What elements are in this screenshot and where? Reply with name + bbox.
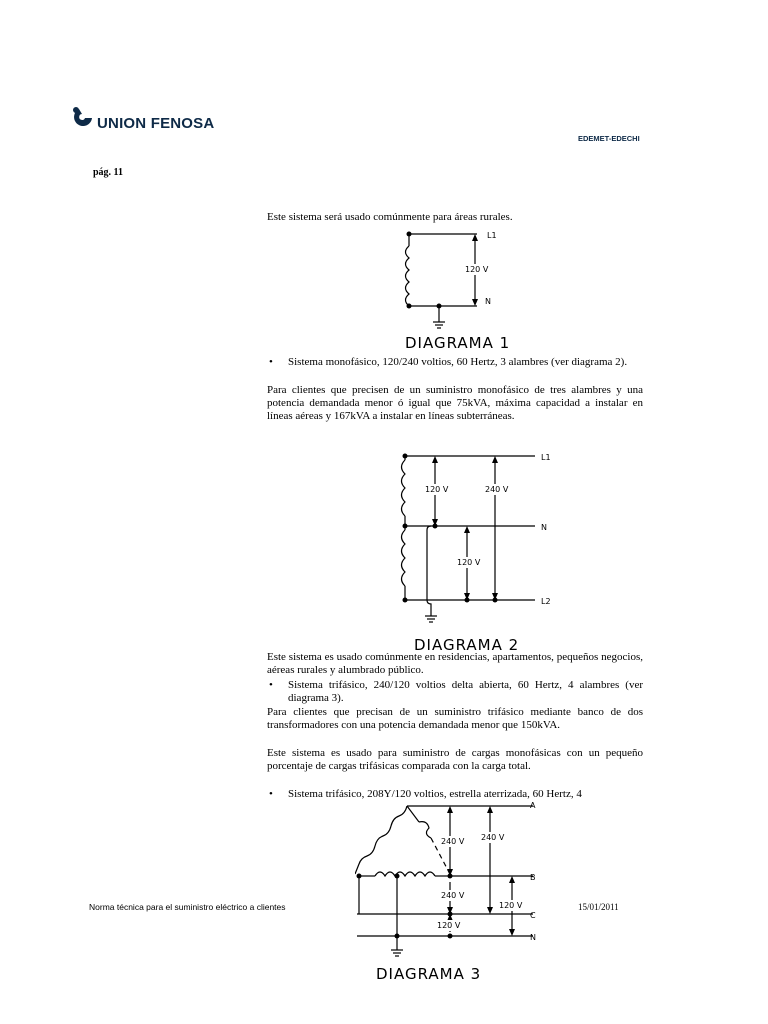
d2-voltage-120-top: 120 V — [425, 485, 449, 494]
diagram-3-title: DIAGRAMA 3 — [376, 965, 482, 983]
paragraph-1: Para clientes que precisen de un suministro monofásico de tres alambres y una potencia demandada menor ó igual que 75kVA, máxima capacidad a instalar en líneas aéreas y 167kVA a instalar en líneas subterráneas. — [267, 384, 643, 422]
d1-voltage: 120 V — [465, 265, 489, 274]
footer-date: 15/01/2011 — [578, 902, 619, 912]
d2-voltage-240: 240 V — [485, 485, 509, 494]
d3-voltage-240-a: 240 V — [441, 837, 465, 846]
bullet-item — [267, 679, 643, 705]
paragraph-4: Este sistema es usado para suministro de cargas monofásicas con un pequeño porcentaje de cargas trifásicas comparada con la carga total. — [267, 747, 643, 772]
bullet-dot: • — [269, 679, 273, 691]
d1-label-l1: L1 — [487, 231, 497, 240]
intro-rural-text: Este sistema será usado comúnmente para áreas rurales. — [267, 211, 513, 223]
bullet-dot: • — [269, 788, 273, 800]
d3-label-b: B — [530, 873, 536, 882]
d3-voltage-120-a: 120 V — [499, 901, 523, 910]
d3-label-n: N — [530, 933, 536, 942]
diagram-2 — [395, 446, 565, 636]
d2-label-l2: L2 — [541, 597, 551, 606]
diagram-3 — [355, 800, 555, 970]
bullet-2-text: Sistema trifásico, 240/120 voltios delta abierta, 60 Hertz, 4 alambres (ver diagrama 3). — [288, 679, 643, 704]
d2-voltage-120-bottom: 120 V — [457, 558, 481, 567]
bullet-dot: • — [269, 356, 273, 368]
d3-voltage-240-c: 240 V — [441, 891, 465, 900]
page-number: pág. 11 — [93, 167, 124, 178]
diagram-1 — [395, 226, 515, 336]
d1-label-n: N — [485, 297, 491, 306]
d2-label-l1: L1 — [541, 453, 551, 462]
diagram-2-title: DIAGRAMA 2 — [414, 636, 520, 654]
bullet-item — [267, 356, 643, 369]
d3-label-a: A — [530, 801, 536, 810]
logo-text: UNION FENOSA — [97, 115, 215, 132]
d3-label-c: C — [530, 911, 536, 920]
bullet-3-text: Sistema trifásico, 208Y/120 voltios, estrella aterrizada, 60 Hertz, 4 — [288, 788, 582, 800]
d3-voltage-240-b: 240 V — [481, 833, 505, 842]
diagram-1-title: DIAGRAMA 1 — [405, 334, 511, 352]
company-code: EDEMET-EDECHI — [578, 134, 640, 143]
bullet-1-text: Sistema monofásico, 120/240 voltios, 60 Hertz, 3 alambres (ver diagrama 2). — [288, 356, 628, 368]
d2-label-n: N — [541, 523, 547, 532]
footer-document-title: Norma técnica para el suministro eléctrico a clientes — [89, 902, 286, 912]
paragraph-3: Para clientes que precisan de un suministro trifásico mediante banco de dos transformadores con una potencia demandada menor que 150kVA. — [267, 706, 643, 731]
d3-voltage-120-b: 120 V — [437, 921, 461, 930]
paragraph-2: Este sistema es usado comúnmente en residencias, apartamentos, pequeños negocios, aéreas rurales y alumbrado público. — [267, 651, 643, 676]
